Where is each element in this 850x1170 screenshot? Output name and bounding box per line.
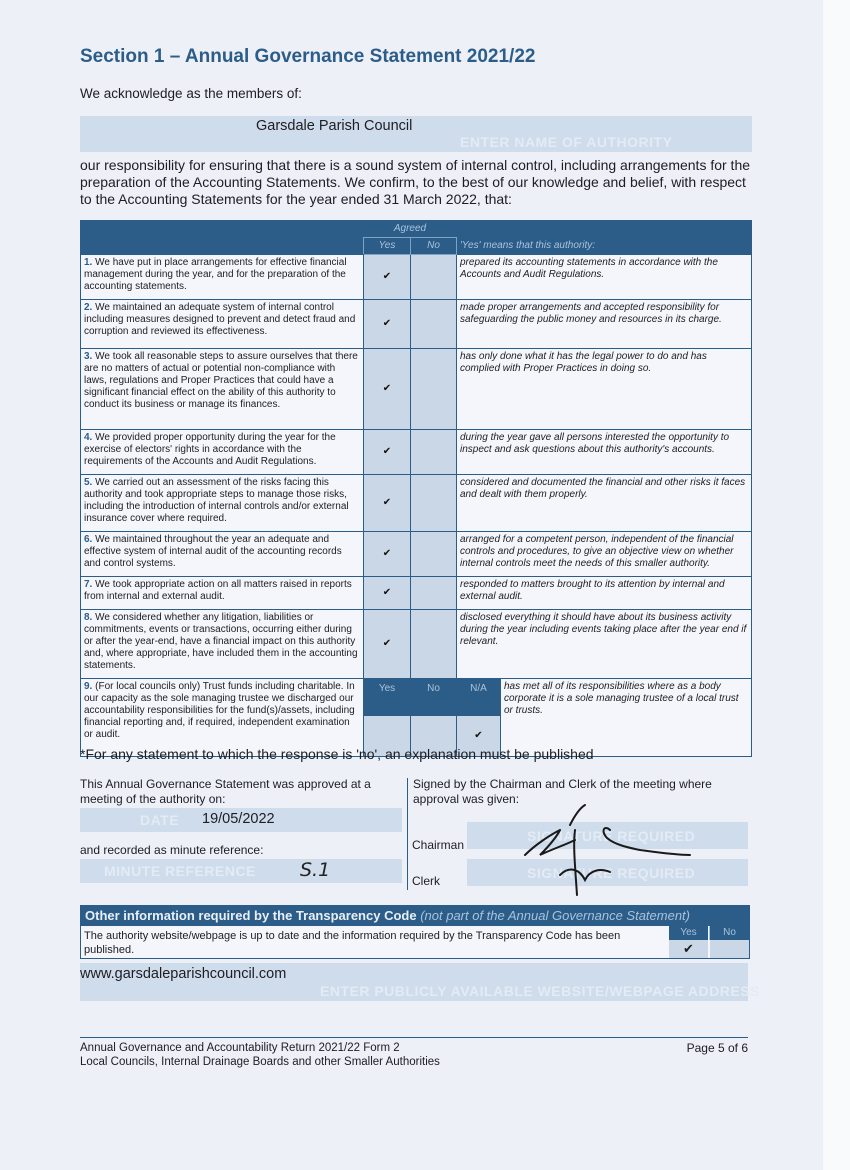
statement-cell xyxy=(81,532,364,577)
approval-date-field[interactable] xyxy=(80,808,402,832)
clerk-signature-placeholder: SIGNATURE REQUIRED xyxy=(527,865,696,881)
website-value: www.garsdaleparishcouncil.com xyxy=(80,966,287,982)
description-cell: during the year gave all persons interested the opportunity to inspect and ask questions about this authority's accounts. xyxy=(457,430,752,475)
no-column-header: No xyxy=(411,238,457,255)
yes-checkbox[interactable] xyxy=(364,430,411,475)
table-row xyxy=(81,532,752,577)
yes-checkbox[interactable] xyxy=(364,577,411,610)
minute-reference-value: S.1 xyxy=(300,859,331,881)
yes-column-header: Yes xyxy=(364,238,411,255)
statement-text: We took appropriate action on all matters raised in reports from internal and external audit. xyxy=(84,579,352,602)
statement-cell xyxy=(81,300,364,349)
transparency-subtitle: (not part of the Annual Governance Statement) xyxy=(420,908,690,923)
statement-number: 4. xyxy=(84,432,93,443)
scan-edge xyxy=(823,0,850,1170)
handwritten-signature xyxy=(515,800,705,900)
authority-name-placeholder: ENTER NAME OF AUTHORITY xyxy=(460,134,673,150)
row9-na-header: N/A xyxy=(457,679,501,716)
no-checkbox[interactable] xyxy=(411,475,457,532)
acknowledge-text: We acknowledge as the members of: xyxy=(80,86,302,101)
statement-text: We took all reasonable steps to assure ourselves that there are no matters of actual or potential non-compliance with laws, regulations and Proper Practices that could have a significant financial effect on the ability of this authority to conduct its business or manage its finances. xyxy=(84,351,358,410)
transparency-title: Other information required by the Transparency Code xyxy=(85,908,417,923)
website-placeholder: ENTER PUBLICLY AVAILABLE WEBSITE/WEBPAGE ADDRESS xyxy=(320,983,760,999)
table-header-agreed xyxy=(81,221,752,238)
statement-text: We carried out an assessment of the risks facing this authority and took appropriate steps to manage those risks, including the introduction of internal controls and/or external insurance cover where required. xyxy=(84,477,349,524)
governance-table xyxy=(80,220,752,757)
description-9: has met all of its responsibilities where as a body corporate it is a sole managing trustee of a local trust or trusts. xyxy=(501,679,752,757)
divider xyxy=(407,778,408,890)
statement-text: We have put in place arrangements for effective financial management during the year, and for the preparation of the accounting statements. xyxy=(84,257,347,292)
statement-text: We maintained an adequate system of internal control including measures designed to prevent and detect fraud and corruption and reviewed its effectiveness. xyxy=(84,302,356,337)
check-icon: ✔ xyxy=(382,446,392,457)
statement-number: 5. xyxy=(84,477,93,488)
transparency-no-header: No xyxy=(709,926,749,940)
table-row xyxy=(81,300,752,349)
section-title: Section 1 – Annual Governance Statement 2021/22 xyxy=(80,46,536,67)
check-icon: ✔ xyxy=(382,638,392,649)
table-row xyxy=(81,475,752,532)
approval-text: This Annual Governance Statement was approved at a meeting of the authority on: xyxy=(80,777,371,806)
statement-cell xyxy=(81,430,364,475)
transparency-statement: The authority website/webpage is up to date and the information required by the Transparency Code has been published. xyxy=(84,930,621,956)
no-checkbox[interactable] xyxy=(411,255,457,300)
check-icon: ✔ xyxy=(382,318,392,329)
description-cell: disclosed everything it should have about its business activity during the year including events taking place after the year end if relevant. xyxy=(457,610,752,679)
transparency-row xyxy=(81,926,749,958)
check-icon: ✔ xyxy=(382,497,392,508)
authority-name-value: Garsdale Parish Council xyxy=(256,118,413,134)
table-row xyxy=(81,255,752,300)
statement-cell xyxy=(81,255,364,300)
responsibility-text: our responsibility for ensuring that there is a sound system of internal control, including arrangements for the preparation of the Accounting Statements. We confirm, to the best of our knowledge and belief, with respect to the Accounting Statements for the year ended 31 March 2022, that: xyxy=(80,157,751,207)
minute-reference-field[interactable] xyxy=(80,859,402,883)
means-column-header: 'Yes' means that this authority: xyxy=(457,238,752,255)
check-icon: ✔ xyxy=(382,271,392,282)
check-icon: ✔ xyxy=(382,383,392,394)
agreed-label: Agreed xyxy=(364,221,457,238)
statement-text: (For local councils only) Trust funds including charitable. In our capacity as the sole managing trustee we discharged our accountability responsibilities for the fund(s)/assets, including financial reporting and, if required, independent examination or audit. xyxy=(84,681,355,740)
statement-9 xyxy=(81,679,364,757)
no-checkbox[interactable] xyxy=(411,577,457,610)
statement-text: We maintained throughout the year an adequate and effective system of internal audit of the accounting records and control systems. xyxy=(84,534,342,569)
table-row xyxy=(81,610,752,679)
page-number: Page 5 of 6 xyxy=(686,1041,748,1055)
row9-no-header: No xyxy=(411,679,457,716)
row9-yes-header: Yes xyxy=(364,679,411,716)
no-checkbox[interactable] xyxy=(411,300,457,349)
table-header-columns xyxy=(81,238,752,255)
statement-cell xyxy=(81,475,364,532)
statement-text: We considered whether any litigation, liabilities or commitments, events or transactions, occurring either during or after the year-end, have a financial impact on this authority and, where appropriate, have included them in the accounting statements. xyxy=(84,612,358,671)
row9-na-checkbox[interactable]: ✔ xyxy=(457,716,501,757)
statement-number: 7. xyxy=(84,579,93,590)
minute-label: and recorded as minute reference: xyxy=(80,843,264,857)
statement-number: 2. xyxy=(84,302,93,313)
table-row-9 xyxy=(81,679,752,716)
statement-number: 1. xyxy=(84,257,93,268)
no-checkbox[interactable] xyxy=(411,532,457,577)
statement-number: 6. xyxy=(84,534,93,545)
statement-number: 9. xyxy=(84,681,93,692)
yes-checkbox[interactable] xyxy=(364,475,411,532)
chairman-label: Chairman xyxy=(412,838,465,852)
table-row xyxy=(81,430,752,475)
footer-line-1: Annual Governance and Accountability Return 2021/22 Form 2 xyxy=(80,1042,400,1054)
footnote: *For any statement to which the response is 'no', an explanation must be published xyxy=(80,746,594,762)
transparency-yes-checkbox[interactable]: ✔ xyxy=(669,940,708,958)
table-row xyxy=(81,577,752,610)
date-placeholder: DATE xyxy=(140,812,180,828)
statement-number: 3. xyxy=(84,351,93,362)
signed-text: Signed by the Chairman and Clerk of the meeting where approval was given: xyxy=(413,777,712,806)
minute-placeholder: MINUTE REFERENCE xyxy=(104,863,256,879)
yes-checkbox[interactable] xyxy=(364,532,411,577)
table-row xyxy=(81,349,752,430)
transparency-no-checkbox[interactable] xyxy=(710,940,749,958)
description-cell: considered and documented the financial and other risks it faces and dealt with them properly. xyxy=(457,475,752,532)
statement-cell xyxy=(81,577,364,610)
statement-number: 8. xyxy=(84,612,93,623)
transparency-header xyxy=(81,906,749,926)
yes-checkbox[interactable] xyxy=(364,255,411,300)
no-checkbox[interactable] xyxy=(411,610,457,679)
approval-date-value: 19/05/2022 xyxy=(202,811,275,827)
website-field[interactable] xyxy=(80,963,760,1001)
description-cell: prepared its accounting statements in accordance with the Accounts and Audit Regulations. xyxy=(457,255,752,300)
yes-checkbox[interactable] xyxy=(364,300,411,349)
chairman-signature-placeholder: SIGNATURE REQUIRED xyxy=(527,828,696,844)
description-cell: responded to matters brought to its attention by internal and external audit. xyxy=(457,577,752,610)
transparency-section xyxy=(80,905,750,959)
no-checkbox[interactable] xyxy=(411,430,457,475)
footer-line-2: Local Councils, Internal Drainage Boards and other Smaller Authorities xyxy=(80,1056,440,1068)
clerk-label: Clerk xyxy=(412,874,441,888)
transparency-yes-header: Yes xyxy=(669,926,708,940)
footer-divider xyxy=(80,1037,748,1038)
statement-cell xyxy=(81,610,364,679)
description-cell: has only done what it has the legal power to do and has complied with Proper Practices in doing so. xyxy=(457,349,752,430)
no-checkbox[interactable] xyxy=(411,349,457,430)
description-cell: arranged for a competent person, independent of the financial controls and procedures, to give an objective view on whether internal controls meet the needs of this smaller authority. xyxy=(457,532,752,577)
yes-checkbox[interactable] xyxy=(364,610,411,679)
yes-checkbox[interactable] xyxy=(364,349,411,430)
description-cell: made proper arrangements and accepted responsibility for safeguarding the public money and resources in its charge. xyxy=(457,300,752,349)
check-icon: ✔ xyxy=(382,548,392,559)
check-icon: ✔ xyxy=(382,587,392,598)
statement-text: We provided proper opportunity during the year for the exercise of electors' rights in accordance with the requirements of the Accounts and Audit Regulations. xyxy=(84,432,336,467)
authority-name-field[interactable] xyxy=(80,116,752,152)
statement-cell xyxy=(81,349,364,430)
footer-text xyxy=(80,1041,440,1069)
